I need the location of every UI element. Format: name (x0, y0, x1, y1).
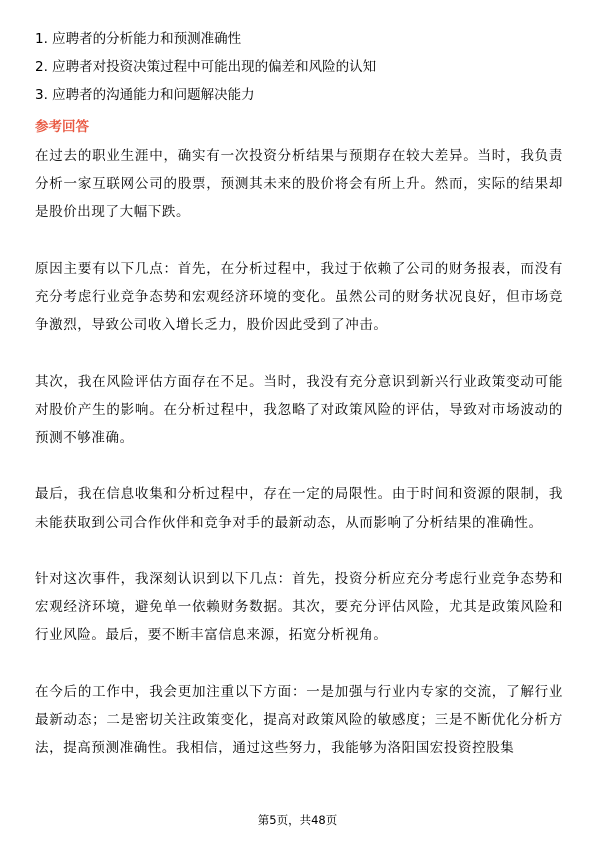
criteria-item-risk-awareness: 2. 应聘者对投资决策过程中可能出现的偏差和风险的认知 (35, 59, 377, 75)
criteria-item-communication: 3. 应聘者的沟通能力和问题解决能力 (35, 87, 255, 103)
reference-answer-body (35, 142, 563, 791)
answer-paragraph: 原因主要有以下几点：首先，在分析过程中，我过于依赖了公司的财务报表，而没有充分考虑行业竞争态势和宏观经济环境的变化。虽然公司的财务状况良好，但市场竞争激烈，导致公司收入增长乏力，股价因此受到了冲击。 (35, 260, 563, 334)
answer-paragraph: 针对这次事件，我深刻认识到以下几点：首先，投资分析应充分考虑行业竞争态势和宏观经济环境，避免单一依赖财务数据。其次，要充分评估风险，尤其是政策风险和行业风险。最后，要不断丰富信息来源，拓宽分析视角。 (35, 570, 563, 644)
answer-paragraph: 在过去的职业生涯中，确实有一次投资分析结果与预期存在较大差异。当时，我负责分析一家互联网公司的股票，预测其未来的股价将会有所上升。然而，实际的结果却是股价出现了大幅下跌。 (35, 148, 563, 221)
answer-paragraph: 其次，我在风险评估方面存在不足。当时，我没有充分意识到新兴行业政策变动可能对股价产生的影响。在分析过程中，我忽略了对政策风险的评估，导致对市场波动的预测不够准确。 (35, 373, 563, 446)
evaluation-criteria-list (35, 25, 565, 109)
answer-paragraph: 最后，我在信息收集和分析过程中，存在一定的局限性。由于时间和资源的限制，我未能获取到公司合作伙伴和竞争对手的最新动态，从而影响了分析结果的准确性。 (35, 486, 563, 531)
reference-answer-heading: 参考回答 (35, 119, 89, 135)
criteria-item-analysis: 1. 应聘者的分析能力和预测准确性 (35, 31, 242, 47)
page-number-footer: 第5页，共48页 (257, 813, 338, 827)
answer-paragraph: 在今后的工作中，我会更加注重以下方面：一是加强与行业内专家的交流，了解行业最新动态；二是密切关注政策变化，提高对政策风险的敏感度；三是不断优化分析方法，提高预测准确性。我相信，通过这些努力，我能够为洛阳国宏投资控股集 (35, 683, 563, 757)
